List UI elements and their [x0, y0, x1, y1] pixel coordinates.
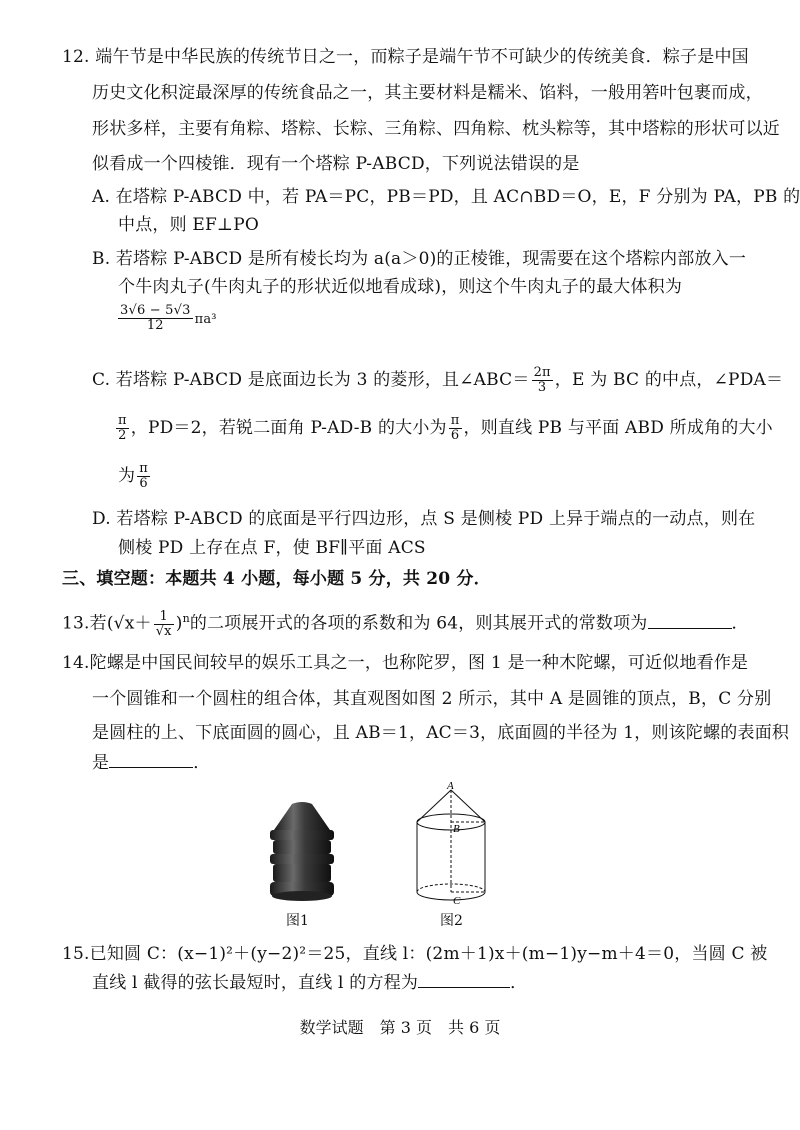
q12-number: 12.	[62, 47, 90, 67]
q12-option-c-line1: C. 若塔粽 P-ABCD 是底面边长为 3 的菱形，且∠ABC＝ $\frac{2\pi}{3}$ ，E 为 BC 的中点，∠PDA＝	[92, 365, 784, 395]
cylinder-bottom-front	[417, 892, 485, 900]
label-c: C	[453, 895, 461, 907]
page-footer: 数学试题 第 3 页 共 6 页	[299, 1018, 501, 1037]
q12-option-c-line2: $\frac{\pi}{2}$ ，PD＝2，若锐二面角 P-AD-B 的大小为 $\frac{\pi}{6}$ ，则直线 PB 与平面 ABD 所成角的大小	[118, 413, 773, 443]
q15-line2: 直线 l 截得的弦长最短时，直线 l 的方程为 ．	[92, 973, 528, 993]
q12-c-fraction1: $\frac{2\pi}{3}$	[533, 365, 551, 395]
q12-line2: 历史文化积淀最深厚的传统食品之一，其主要材料是糯米、馅料，一般用箬叶包裹而成，	[92, 83, 763, 103]
q13-line: 13.若(√x＋ $\frac{1}{√x}$ )$^n$的二项展开式的各项的系数和为 64，则其展开式的常数项为 ．	[62, 608, 749, 639]
q12-c-fraction3: $\frac{\pi}{6}$	[450, 413, 460, 443]
q12-option-a-line1: A. 在塔粽 P-ABCD 中，若 PA＝PC，PB＝PD，且 AC∩BD＝O，E，F 分别为 PA，PB 的	[92, 187, 800, 207]
wooden-top-photo	[262, 800, 342, 908]
q13-number: 13.	[62, 613, 90, 634]
q12-option-a-line2: 中点，则 EF⊥PO	[118, 215, 259, 235]
q12-option-d-line2: 侧棱 PD 上存在点 F，使 BF∥平面 ACS	[118, 538, 426, 558]
q12-line3: 形状多样，主要有角粽、塔粽、长粽、三角粽、四角粽、枕头粽等，其中塔粽的形状可以近	[92, 119, 780, 139]
q12-stem: 端午节是中华民族的传统节日之一，而粽子是端午节不可缺少的传统美食．粽子是中国	[95, 47, 749, 67]
q14-answer-blank[interactable]	[109, 753, 193, 768]
q14-line2: 一个圆锥和一个圆柱的组合体，其直观图如图 2 所示，其中 A 是圆锥的顶点，B，C 分别	[92, 689, 772, 709]
cone-right-edge	[451, 790, 485, 822]
cone-cylinder-diagram	[405, 780, 495, 912]
figure2-caption: 图2	[440, 913, 463, 929]
q12-line1	[62, 46, 749, 68]
q14-number: 14.	[62, 653, 90, 673]
q12-option-d-line1: D. 若塔粽 P-ABCD 的底面是平行四边形，点 S 是侧棱 PD 上异于端点的一动点，则在	[92, 509, 756, 529]
q14-line4: 是 ．	[92, 753, 211, 773]
q15-line1: 15.已知圆 C：(x−1)²＋(y−2)²＝25，直线 l：(2m＋1)x＋(m−1)y−m＋4＝0，当圆 C 被	[62, 944, 768, 964]
q12-b-fraction: $\frac{3√6 - 5√3}{12}$	[120, 303, 191, 333]
cone-left-edge	[417, 790, 451, 822]
q12-option-b-line2: 个牛肉丸子(牛肉丸子的形状近似地看成球)，则这个牛肉丸子的最大体积为	[118, 277, 683, 297]
q14-line1: 14.陀螺是中国民间较早的娱乐工具之一，也称陀罗，图 1 是一种木陀螺，可近似地看作是	[62, 653, 749, 673]
q12-line4: 似看成一个四棱锥．现有一个塔粽 P-ABCD，下列说法错误的是	[92, 154, 580, 174]
q12-option-b-line1: B. 若塔粽 P-ABCD 是所有棱长均为 a(a＞0)的正棱锥，现需要在这个塔粽内部放入一	[92, 249, 747, 269]
q13-fraction: $\frac{1}{√x}$	[155, 608, 172, 639]
q15-answer-blank[interactable]	[418, 973, 510, 988]
label-b: B	[453, 823, 460, 835]
q12-option-c-line3: 为 $\frac{\pi}{6}$	[118, 461, 148, 491]
q15-number: 15.	[62, 944, 90, 964]
q12-c-fraction4: $\frac{\pi}{6}$	[139, 461, 148, 491]
figure1-caption: 图1	[286, 913, 309, 929]
q12-c-fraction2: $\frac{\pi}{2}$	[118, 413, 127, 443]
label-a: A	[447, 780, 454, 792]
q14-line3: 是圆柱的上、下底面圆的圆心，且 AB＝1，AC＝3，底面圆的半径为 1，则该陀螺的表面积	[92, 723, 790, 743]
q13-answer-blank[interactable]	[648, 614, 732, 629]
q12-option-b-line3: $\frac{3√6 - 5√3}{12}$ πa³	[120, 303, 217, 333]
section-heading: 三、填空题：本题共 4 小题，每小题 5 分，共 20 分．	[62, 569, 491, 589]
